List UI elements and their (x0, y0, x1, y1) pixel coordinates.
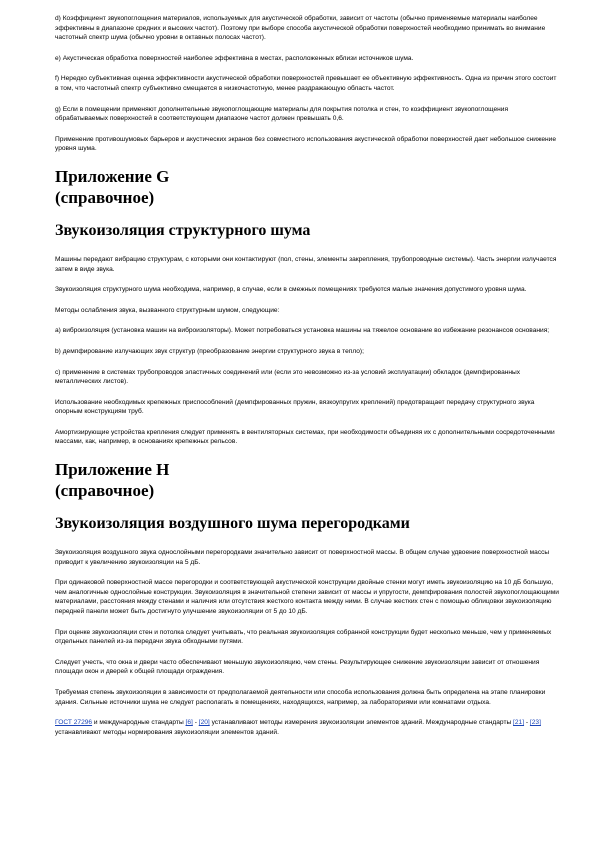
appendix-h-standards-paragraph: ГОСТ 27296 и международные стандарты [6] - [20] устанавливают методы измерения звукоизоляции элементов зданий. Международные стандарты [21] - [23] устанавливают методы нормирования звукоизоляции элементов зданий. (55, 719, 541, 736)
appendix-h-paragraph: Звукоизоляция воздушного звука однослойными перегородками значительно зависит от поверхностной массы. В общем случае удвоение поверхностной массы приводит к увеличению звукоизоляции на 5 дБ. (55, 549, 550, 566)
paragraph-g: g) Если в помещении применяют дополнительные звукопоглощающие материалы для покрытия потолка и стен, то коэффициент звукопоглощения обрабатываемых поверхностей в соответствующем диапазоне частот должен превышать 0,6. (55, 105, 509, 123)
appendix-g-paragraph: Амортизирующие устройства крепления следует применять в вентиляторных системах, при необходимости объединяя их с дополнительными сосредоточенными массами, как, например, в основаниях крепежных рельсов. (55, 428, 555, 446)
gost-27296-link[interactable]: ГОСТ 27296 (55, 719, 93, 727)
paragraph-combo: Применение противошумовых барьеров и акустических экранов без совместного использования акустической обработки поверхностей дает небольшое снижение уровня шума. (55, 135, 557, 153)
appendix-g-paragraph: Использование необходимых крепежных приспособлений (демпфированных пружин, вязкоупругих креплений) предотвращает передачу структурного звука опорным конструкциям труб. (55, 398, 535, 416)
reference-6-link[interactable]: [6] (185, 719, 193, 727)
paragraph-d: d) Коэффициент звукопоглощения материалов, используемых для акустической обработки, зависит от частоты (обычно применяемые материалы наиболее эффективны в диапазоне средних и высоких частот). Поэтому при выборе способа акустической обработки поверхностей необходимо принимать во внимание частотный спектр шума (обычно уровни в октавных полосах частот). (55, 15, 546, 42)
appendix-g-heading-line2: (справочное) (55, 187, 155, 207)
appendix-h-paragraph: При одинаковой поверхностной массе перегородки и соответствующей акустической конструкции двойные стенки могут иметь звукоизоляцию на 10 дБ большую, чем аналогичные однослойные конструкции. Звукоизоляция в значительной степени зависит от массы и упругости, демпфирования полостей звукопоглощающими материалами, расстояния между стенами и наличия или отсутствия жесткого контакта между ними. В случае жестких стен с помощью облицовки звукоизоляцию передней панели может быть достигнуто улучшение звукоизоляции от 5 до 10 дБ. (55, 579, 559, 616)
appendix-g-paragraph: c) применение в системах трубопроводов эластичных соединений или (если это невозможно из-за условий эксплуатации) обкладок (демпфированных металлических листов). (55, 368, 521, 386)
appendix-g-paragraph: Методы ослабления звука, вызванного структурным шумом, следующие: (55, 306, 280, 314)
appendix-h-paragraph: Требуемая степень звукоизоляции в зависимости от предполагаемой деятельности или способа использования должна быть определена на этапе планировки здания. Сильные источники шума не следует располагать в помещениях, находящихся, например, за лабораториями или комнатами отдыха. (55, 689, 546, 706)
appendix-h-paragraph: Следует учесть, что окна и двери часто обеспечивают меньшую звукоизоляцию, чем стены. Результирующее снижение звукоизоляции зависит от отношения площади окон и дверей к общей площади ограждения. (55, 658, 540, 676)
appendix-h-heading-line2: (справочное) (55, 481, 155, 501)
appendix-g-heading-line1: Приложение G (55, 166, 170, 186)
paragraph-f: f) Нередко субъективная оценка эффективности акустической обработки поверхностей превышает ее объективную эффективность. Одна из причин этого состоит в том, что частотный спектр субъективно смещается в низкочастотную, менее раздражающую область частот. (55, 75, 557, 92)
reference-21-link[interactable]: [21] (513, 719, 525, 727)
appendix-g-title: Звукоизоляция структурного шума (55, 221, 311, 239)
appendix-g-heading (55, 166, 559, 208)
appendix-g-paragraph: Машины передают вибрацию структурам, с которыми они контактируют (пол, стены, элементы закрепления, трубопроводные системы). Часть энергии излучается затем в виде звука. (55, 255, 557, 273)
paragraph-e: e) Акустическая обработка поверхностей наиболее эффективна в местах, расположенных вблизи источников шума. (55, 54, 414, 62)
appendix-h-heading (55, 459, 559, 501)
appendix-g-paragraph: b) демпфирование излучающих звук структур (преобразование энергии структурного звука в тепло); (55, 347, 364, 355)
reference-23-link[interactable]: [23] (529, 719, 541, 727)
appendix-h-title: Звукоизоляция воздушного шума перегородками (55, 515, 410, 533)
appendix-g-paragraph: a) виброизоляция (установка машин на виброизоляторы). Может потребоваться установка машины на тяжелое основание во избежание резонансов основания; (55, 327, 550, 335)
appendix-g-paragraph: Звукоизоляция структурного шума необходима, например, в случае, если в смежных помещениях требуются малые значения допустимого уровня шума. (55, 286, 527, 294)
appendix-h-paragraph: При оценке звукоизоляции стен и потолка следует учитывать, что реальная звукоизоляция собранной конструкции будет несколько меньше, чем у применяемых отдельных панелей из-за передачи звука обходными путями. (55, 628, 552, 646)
appendix-h-heading-line1: Приложение H (55, 460, 170, 480)
reference-20-link[interactable]: [20] (198, 719, 210, 727)
